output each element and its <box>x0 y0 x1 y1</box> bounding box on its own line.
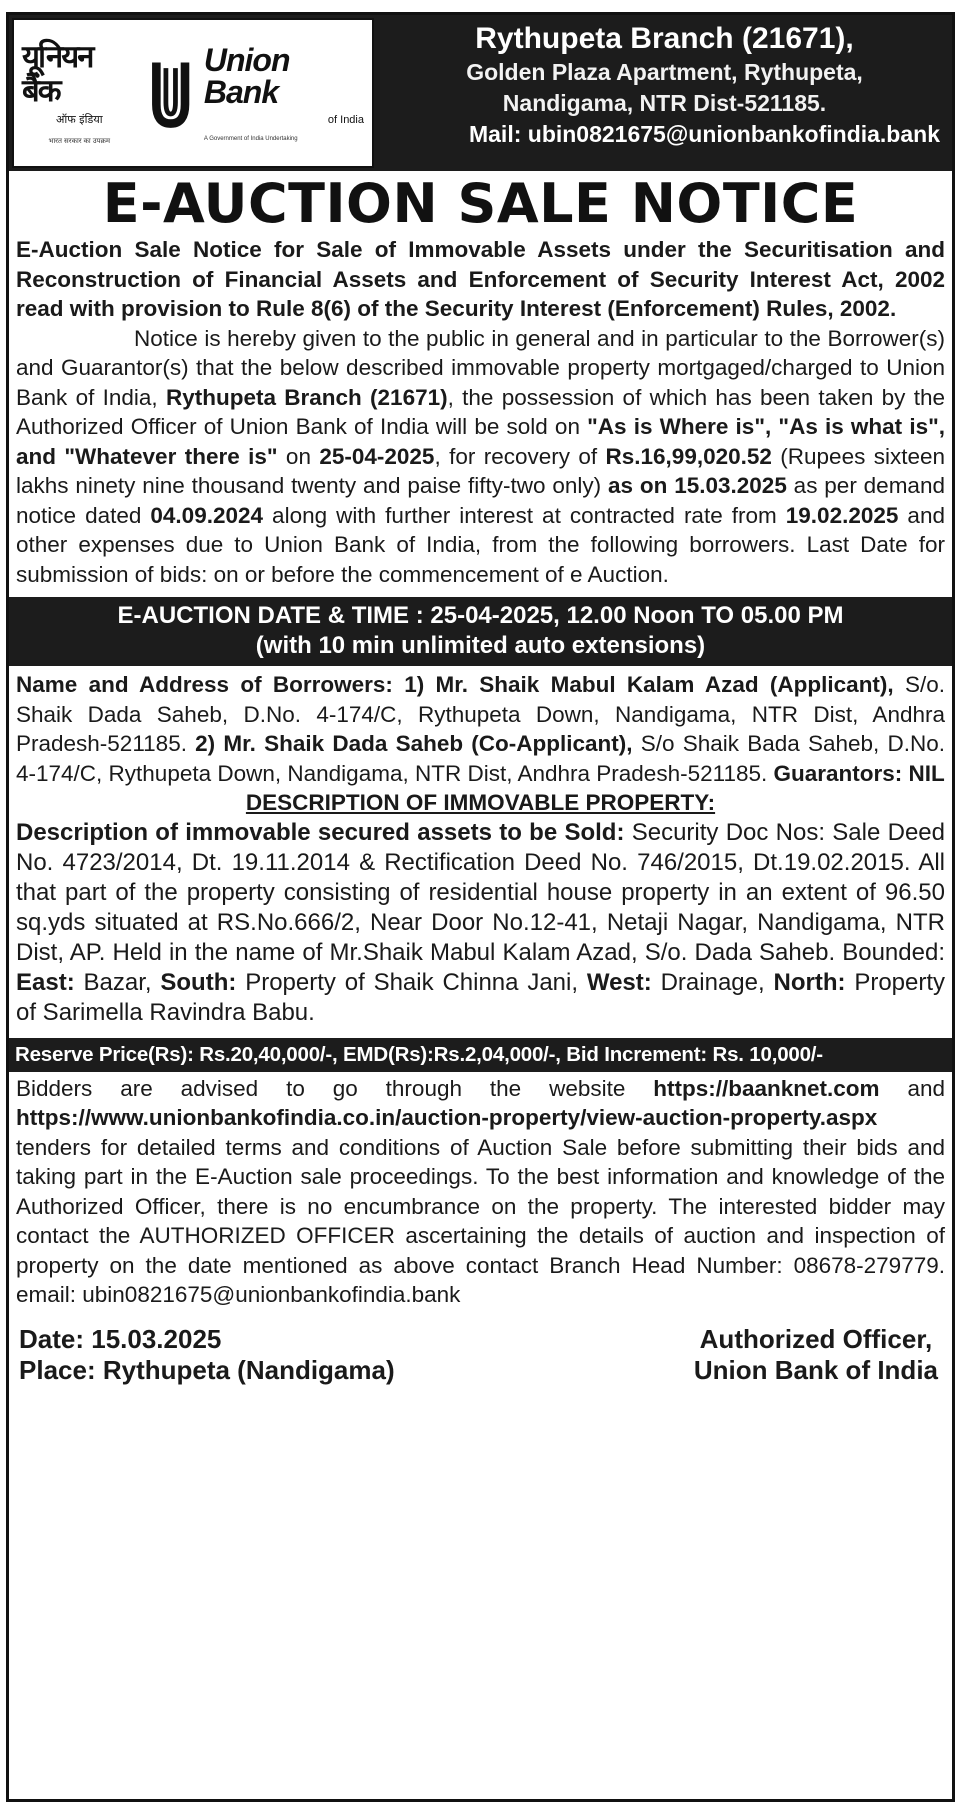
notice-demand-date: 04.09.2024 <box>150 502 264 528</box>
notice-sale-date: 25-04-2025 <box>319 443 435 469</box>
footer-place: Place: Rythupeta (Nandigama) <box>19 1354 395 1385</box>
notice-footer <box>9 1310 952 1386</box>
notice-amount: Rs.16,99,020.52 <box>605 443 772 469</box>
borrower-1-address: S/o. Shaik Dada Saheb, D.No. 4-174/C, Rythupeta Down, Nandigama, NTR Dist, Andhra Pradesh-521185. <box>16 672 945 756</box>
reserve-price-band: Reserve Price(Rs): Rs.20,40,000/-, EMD(Rs):Rs.2,04,000/-, Bid Increment: Rs. 10,000/- <box>9 1038 952 1072</box>
auction-extension-note: (with 10 min unlimited auto extensions) <box>255 632 706 659</box>
footer-date: Date: 15.03.2025 <box>19 1323 222 1354</box>
branch-info <box>377 15 952 171</box>
bank-logo <box>12 18 374 168</box>
borrower-1-label: Name and Address of Borrowers: 1) Mr. Shaik Mabul Kalam Azad (Applicant), <box>16 672 894 697</box>
bound-west: Drainage, <box>651 968 774 996</box>
auction-date-band <box>9 597 952 666</box>
notice-text-8: and other expenses due to Union Bank of India, from the following borrowers. Last Date for submission of bids: on or before the commencement of e Auction. <box>16 502 945 587</box>
branch-name: Rythupeta Branch (21671), <box>475 22 854 55</box>
notice-interest-date: 19.02.2025 <box>785 502 899 528</box>
borrower-2-name: 2) Mr. Shaik Dada Saheb (Co-Applicant), <box>195 731 633 756</box>
signatory-title: Authorized Officer, <box>699 1323 933 1354</box>
lead-paragraph: E-Auction Sale Notice for Sale of Immovable Assets under the Securitisation and Reconstruction of Financial Assets and Enforcement of Security Interest Act, 2002 read with provision to Rule 8(6) of the Security Interest (Enforcement) Rules, 2002. <box>16 237 945 321</box>
bound-south: Property of Shaik Chinna Jani, <box>236 968 587 996</box>
bound-north: Property of Sarimella Ravindra Babu. <box>16 968 946 1026</box>
signatory-bank: Union Bank of India <box>693 1354 938 1385</box>
bidders-text-1: Bidders are advised to go through the website <box>16 1075 654 1101</box>
logo-english-tagline: A Government of India Undertaking <box>203 136 298 142</box>
footer-date-place <box>19 1324 395 1386</box>
bound-east: Bazar, <box>74 968 161 996</box>
notice-text-5: (Rupees sixteen lakhs ninety nine thousand twenty and paise fifty-two only) <box>16 443 945 498</box>
bidders-text-3: tenders for detailed terms and conditions of Auction Sale before submitting their bids and taking part in the E-Auction sale proceedings. To the best information and knowledge of the Authorized Officer, there is no encumbrance on the property. The interested bidder may contact the AUTHORIZED OFFICER ascertaining the details of auction and inspection of property on the date mentioned as above contact Branch Head Number: 08678-279779. email: ubin0821675@unionbankofindia.bank <box>16 1134 945 1307</box>
notice-header <box>9 15 952 171</box>
notice-text-7: along with further interest at contracted rate from <box>263 502 786 528</box>
logo-hindi-block <box>22 40 137 146</box>
auction-date-time: E-AUCTION DATE & TIME : 25-04-2025, 12.00 Noon TO 05.00 PM <box>117 602 844 629</box>
branch-address-line2: Nandigama, NTR Dist-521185. <box>502 90 827 116</box>
borrowers-paragraph <box>9 670 952 788</box>
bound-west-label: West: <box>586 968 652 996</box>
notice-text-6: as per demand notice dated <box>16 473 945 528</box>
property-label: Description of immovable secured assets to be Sold: <box>16 818 625 846</box>
bidders-text-2: and <box>879 1075 945 1101</box>
bidders-paragraph <box>9 1074 952 1310</box>
branch-address-line1: Golden Plaza Apartment, Rythupeta, <box>466 59 863 85</box>
logo-english-text: Union Bank <box>203 42 290 110</box>
notice-title: E-AUCTION SALE NOTICE <box>102 172 859 235</box>
notice-text-3: on <box>277 443 320 469</box>
notice-terms: "As is Where is", "As is what is", and "Whatever there is" <box>16 414 945 469</box>
website-link-unionbank[interactable]: https://www.unionbankofindia.co.in/auction-property/view-auction-property.aspx <box>16 1105 878 1130</box>
logo-english-subtext: of India <box>327 114 364 126</box>
property-paragraph <box>9 818 952 1028</box>
logo-hindi-subtext: ऑफ इंडिया <box>55 113 103 127</box>
notice-text-2: , the possession of which has been taken by the Authorized Officer of Union Bank of India will be sold on <box>16 384 945 439</box>
auction-notice <box>6 12 955 1802</box>
notice-as-on: as on 15.03.2025 <box>608 473 787 498</box>
borrower-2-address: S/o Shaik Bada Saheb, D.No. 4-174/C, Rythupeta Down, Nandigama, NTR Dist, Andhra Pradesh-521185. <box>16 731 945 786</box>
notice-text-1: Notice is hereby given to the public in general and in particular to the Borrower(s) and Guarantor(s) that the below described immovable property mortgaged/charged to Union Bank of India, <box>16 325 945 410</box>
bound-east-label: East: <box>16 968 75 996</box>
branch-mail: Mail: ubin0821675@unionbankofindia.bank <box>468 121 940 147</box>
logo-hindi-tagline: भारत सरकार का उपक्रम <box>48 138 111 146</box>
notice-text-4: , for recovery of <box>434 443 606 469</box>
property-text: Security Doc Nos: Sale Deed No. 4723/2014, Dt. 19.11.2014 & Rectification Deed No. 746/2015, Dt.19.02.2015. All that part of the property consisting of residential house property in an extent of 96.50 sq.yds situated at RS.No.666/2, Near Door No.12-41, Netaji Nagar, Nandigama, NTR Dist, AP. Held in the name of Mr.Shaik Mabul Kalam Azad, S/o. Dada Saheb. Bounded: <box>16 818 945 966</box>
guarantors: Guarantors: NIL <box>773 760 945 786</box>
footer-signatory <box>694 1324 944 1386</box>
website-link-baanknet[interactable]: https://baanknet.com <box>653 1075 880 1101</box>
logo-english-block <box>204 44 364 142</box>
bound-north-label: North: <box>773 968 846 996</box>
bound-south-label: South: <box>160 968 237 996</box>
logo-hindi-text: यूनियन बैंक <box>22 38 93 109</box>
property-heading: DESCRIPTION OF IMMOVABLE PROPERTY: <box>245 790 716 815</box>
notice-branch: Rythupeta Branch (21671) <box>165 384 448 410</box>
notice-paragraph <box>9 324 952 590</box>
union-bank-emblem-icon <box>143 53 198 133</box>
